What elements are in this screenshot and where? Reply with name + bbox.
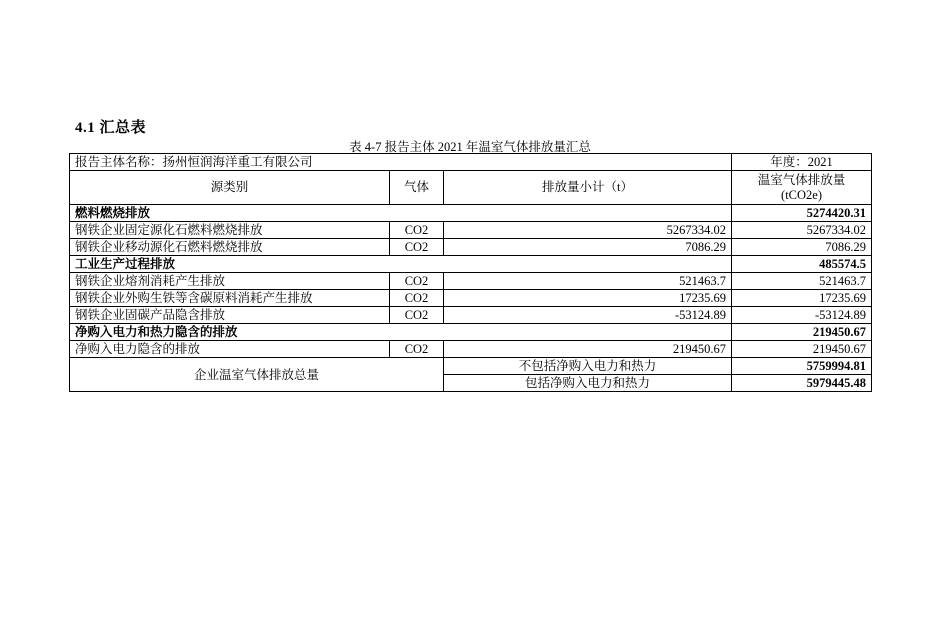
gas-cell: CO2 xyxy=(390,307,444,324)
gas-cell: CO2 xyxy=(390,341,444,358)
table-row xyxy=(70,273,872,290)
emissions-summary-table xyxy=(69,153,872,392)
header-ghg-emission xyxy=(732,171,872,205)
total-including-value: 5979445.48 xyxy=(732,375,872,392)
group-total: 485574.5 xyxy=(732,256,872,273)
table-row xyxy=(70,239,872,256)
emission-cell: 219450.67 xyxy=(732,341,872,358)
gas-cell: CO2 xyxy=(390,222,444,239)
emission-cell: 521463.7 xyxy=(732,273,872,290)
gas-cell: CO2 xyxy=(390,290,444,307)
emission-cell: 7086.29 xyxy=(732,239,872,256)
gas-cell: CO2 xyxy=(390,273,444,290)
gas-cell: CO2 xyxy=(390,239,444,256)
table-header-row xyxy=(70,171,872,205)
source-cell: 钢铁企业固碳产品隐含排放 xyxy=(70,307,390,324)
table-info-row xyxy=(70,154,872,171)
org-name-cell: 报告主体名称：扬州恒润海洋重工有限公司 xyxy=(70,154,732,171)
table-row xyxy=(70,290,872,307)
header-ghg-line2: (tCO2e) xyxy=(781,187,823,202)
subtotal-cell: -53124.89 xyxy=(444,307,732,324)
table-row xyxy=(70,341,872,358)
table-row xyxy=(70,307,872,324)
source-cell: 净购入电力隐含的排放 xyxy=(70,341,390,358)
subtotal-cell: 7086.29 xyxy=(444,239,732,256)
source-cell: 钢铁企业熔剂消耗产生排放 xyxy=(70,273,390,290)
section-heading: 4.1 汇总表 xyxy=(75,120,147,136)
emission-cell: 5267334.02 xyxy=(732,222,872,239)
total-including-label: 包括净购入电力和热力 xyxy=(444,375,732,392)
group-total: 5274420.31 xyxy=(732,205,872,222)
group-row-electricity xyxy=(70,324,872,341)
emission-cell: -53124.89 xyxy=(732,307,872,324)
source-cell: 钢铁企业移动源化石燃料燃烧排放 xyxy=(70,239,390,256)
table-caption: 表 4-7 报告主体 2021 年温室气体排放量汇总 xyxy=(349,140,591,154)
group-row-fuel xyxy=(70,205,872,222)
subtotal-cell: 219450.67 xyxy=(444,341,732,358)
subtotal-cell: 5267334.02 xyxy=(444,222,732,239)
group-total: 219450.67 xyxy=(732,324,872,341)
table-row xyxy=(70,222,872,239)
header-subtotal: 排放量小计（t） xyxy=(444,171,732,205)
emission-cell: 17235.69 xyxy=(732,290,872,307)
source-cell: 钢铁企业外购生铁等含碳原料消耗产生排放 xyxy=(70,290,390,307)
subtotal-cell: 17235.69 xyxy=(444,290,732,307)
total-excluding-value: 5759994.81 xyxy=(732,358,872,375)
subtotal-cell: 521463.7 xyxy=(444,273,732,290)
total-excluding-label: 不包括净购入电力和热力 xyxy=(444,358,732,375)
group-title: 净购入电力和热力隐含的排放 xyxy=(70,324,732,341)
header-source: 源类别 xyxy=(70,171,390,205)
total-label: 企业温室气体排放总量 xyxy=(70,358,444,392)
year-cell: 年度：2021 xyxy=(732,154,872,171)
header-ghg-line1: 温室气体排放量 xyxy=(757,172,846,187)
total-row-excluding xyxy=(70,358,872,375)
header-gas: 气体 xyxy=(390,171,444,205)
group-title: 燃料燃烧排放 xyxy=(70,205,732,222)
source-cell: 钢铁企业固定源化石燃料燃烧排放 xyxy=(70,222,390,239)
group-title: 工业生产过程排放 xyxy=(70,256,732,273)
group-row-industrial xyxy=(70,256,872,273)
